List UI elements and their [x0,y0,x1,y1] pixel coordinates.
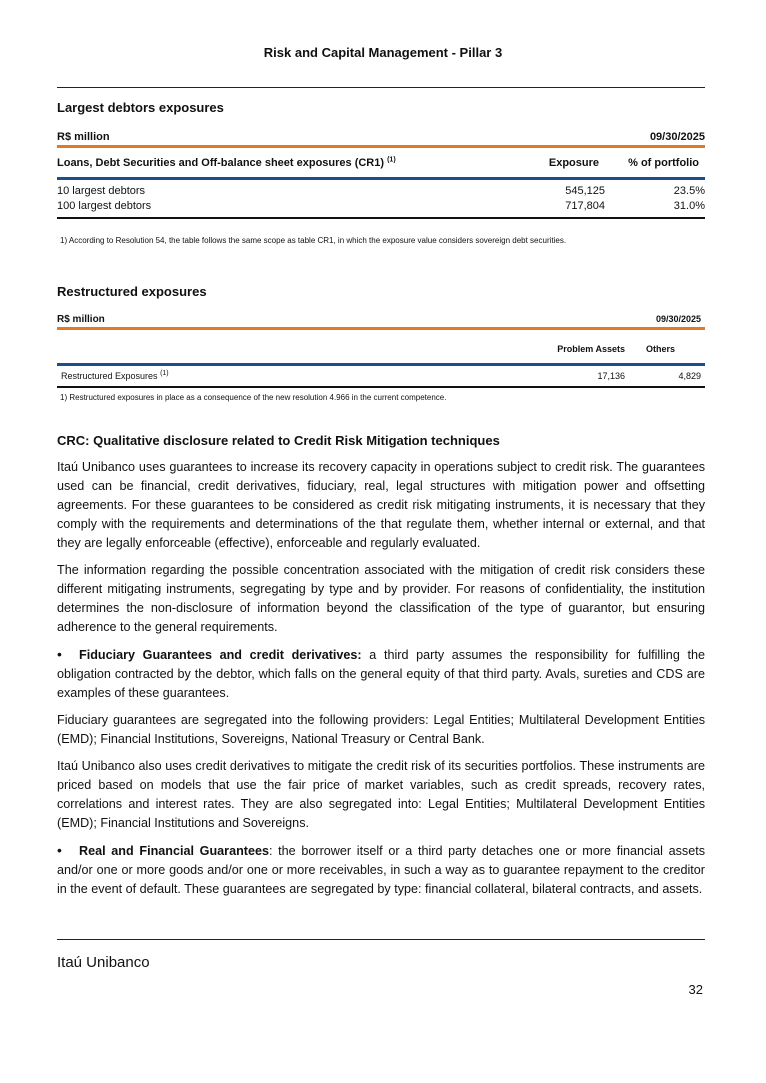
bullet-title: Fiduciary Guarantees and credit derivatives: [79,648,362,662]
paragraph: Itaú Unibanco also uses credit derivatives to mitigate the credit risk of its securities portfolios. These instruments are priced based on models that use the fair price of market variables, such as credit spreads, recovery rates, correlations and interest rates. They are also segregated into: Legal Entities; Multilateral Development Entities (EMD); Financial Institutions and Sovereigns. [57,759,705,830]
table-bottom-rule [57,217,705,219]
column-header-label: Loans, Debt Securities and Off-balance sheet exposures (CR1) [57,157,385,169]
footnote-ref: (1) [387,156,396,164]
table-row [57,366,705,386]
row-others: 4,829 [678,371,701,381]
page-header-title: Risk and Capital Management - Pillar 3 [263,45,503,60]
column-header-problem-assets: Problem Assets [557,344,625,354]
row-label: Restructured Exposures [61,371,158,381]
largest-footnote: 1) According to Resolution 54, the table follows the same scope as table CR1, in which the exposure value considers sovereign debt securities. [60,236,567,245]
unit-label: R$ million [57,314,105,325]
table-bottom-rule [57,386,705,388]
page-number: 32 [688,982,703,997]
row-exposure: 717,804 [565,200,605,212]
largest-debtors-title: Largest debtors exposures [57,100,224,115]
footer-company: Itaú Unibanco [57,954,150,971]
largest-debtors-table [57,130,705,219]
bullet-text: a third party assumes the responsibility for fulfilling the obligation contracted by the debtor, which falls on the general equity of that third party. Avals, sureties and CDS are examples of these guarantees. [57,648,705,700]
restructured-footnote: 1) Restructured exposures in place as a consequence of the new resolution 4.966 in the current competence. [60,393,447,402]
paragraph: The information regarding the possible concentration associated with the mitigation of credit risk considers these different mitigating instruments, segregating by type and by provider. For reasons of confidentiality, the institution determines the non-disclosure of information beyond the classification of the type of guarantor, but ensuring adherence to the general requirements. [57,563,705,634]
date-label: 09/30/2025 [655,314,701,324]
paragraph: Fiduciary guarantees are segregated into the following providers: Legal Entities; Multilateral Development Entities (EMD); Financial Institutions, Sovereigns, National Treasury or Central Bank. [57,713,705,746]
restructured-title: Restructured exposures [57,284,207,299]
bullet-item [57,841,705,899]
row-problem-assets: 17,136 [597,371,625,381]
column-header-pct: % of portfolio [628,157,699,169]
column-header-others: Others [645,344,675,354]
restructured-table [57,312,705,388]
crc-body [57,458,705,899]
unit-label: R$ million [57,131,110,143]
row-pct: 23.5% [673,185,705,197]
table-row [57,184,705,199]
header-rule [57,87,705,88]
crc-title: CRC: Qualitative disclosure related to Credit Risk Mitigation techniques [57,433,500,448]
bullet-icon: • [57,646,62,662]
footnote-ref: (1) [160,370,169,377]
row-exposure: 545,125 [565,185,605,197]
footer-rule [57,939,705,940]
bullet-text: : the borrower itself or a third party detaches one or more financial assets and/or one or more goods and/or one or more receivables, in such a way as to guarantee repayment to the creditor in the event of default. These guarantees are segregated by type: financial collateral, bilateral contracts, and assets. [57,844,705,896]
row-label: 100 largest debtors [57,200,152,212]
paragraph: Itaú Unibanco uses guarantees to increase its recovery capacity in operations subject to credit risk. The guarantees used can be financial, credit derivatives, fiduciary, real, legal structures with mitigation power and offsetting agreements. For these guarantees to be considered as credit risk mitigating instruments, it is necessary that they comply with the requirements and determinations of the that regulate them, whether internal or external, and that they are legally enforceable (effective), enforceable and regularly evaluated. [57,460,705,550]
table-row [57,199,705,214]
bullet-item [57,645,705,703]
row-label: 10 largest debtors [57,185,146,197]
bullet-title: Real and Financial Guarantees [79,844,269,858]
bullet-icon: • [57,842,62,858]
row-pct: 31.0% [673,200,705,212]
date-label: 09/30/2025 [649,131,705,143]
column-header-exposure: Exposure [548,157,599,169]
